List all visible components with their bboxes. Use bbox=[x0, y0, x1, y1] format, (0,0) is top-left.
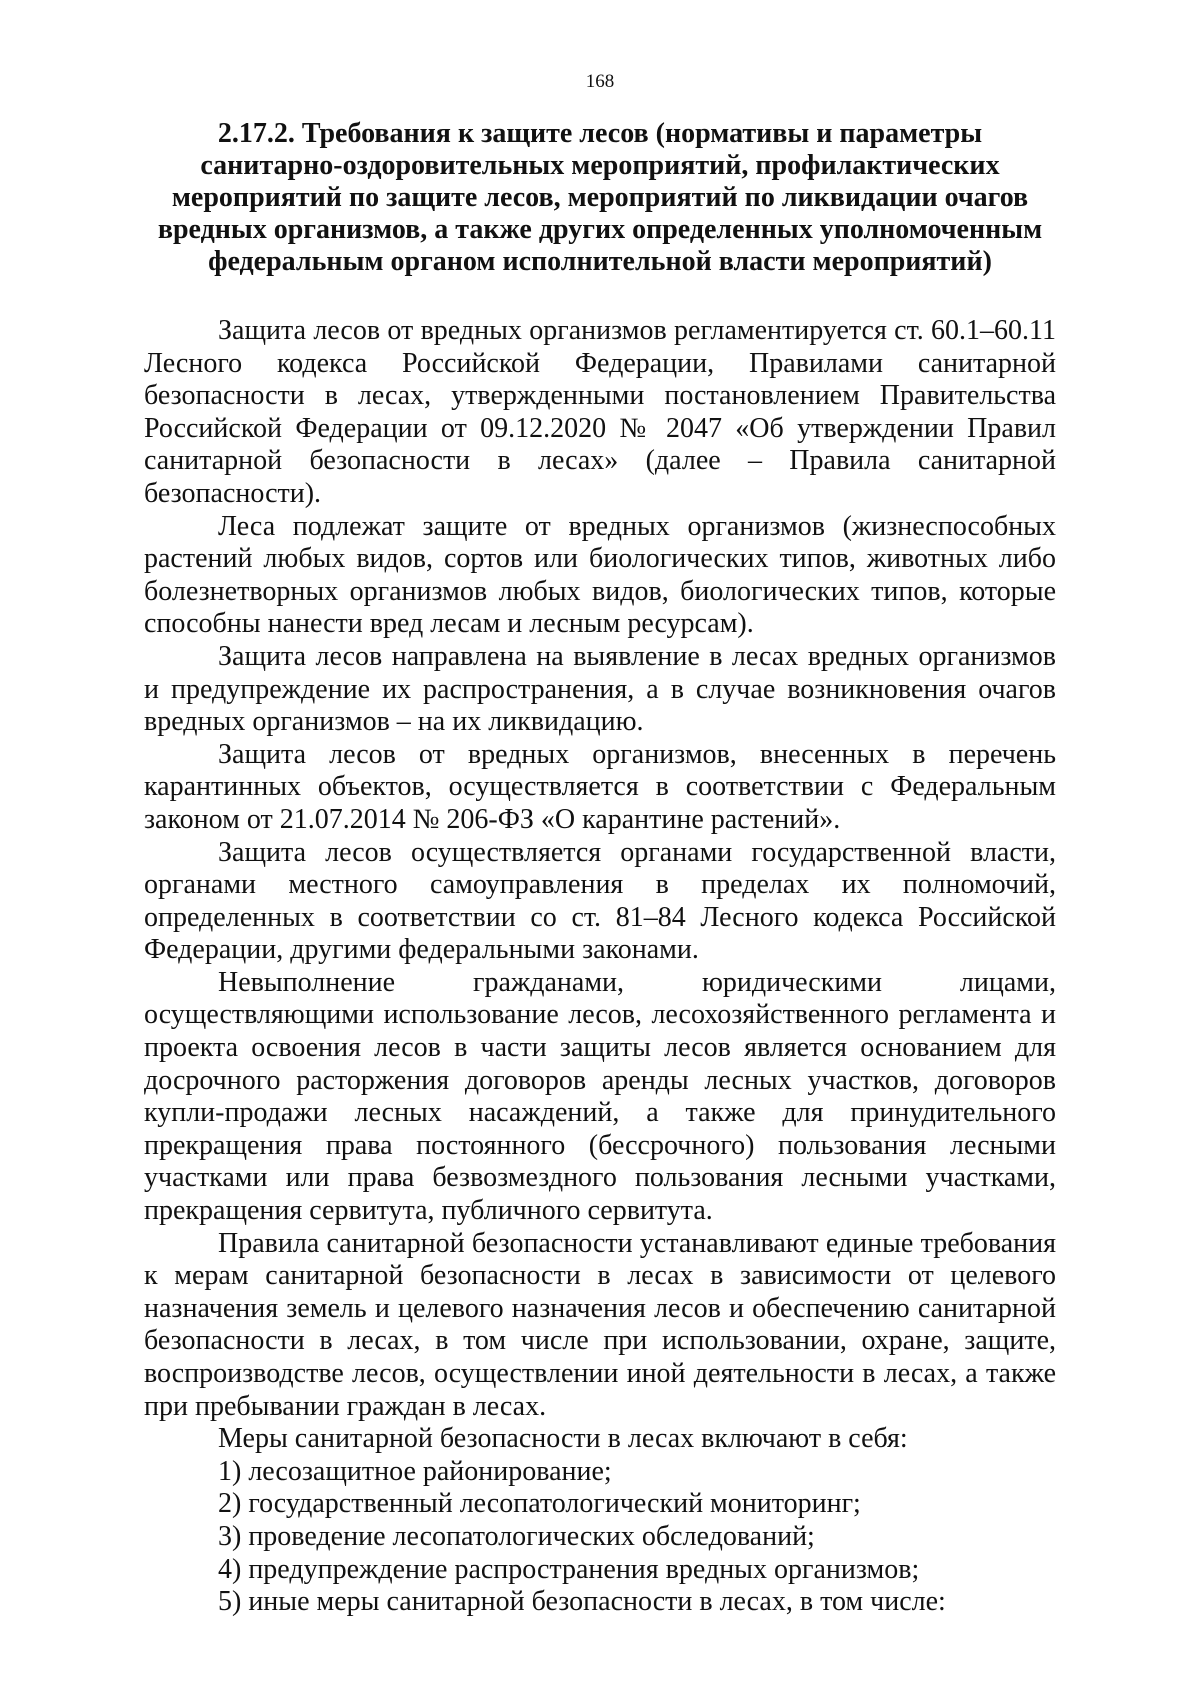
paragraph: Леса подлежат защите от вредных организмов (жизнеспособных растений любых видов, сортов или биологических типов, животных либо болезнетворных организмов любых видов, биологических типов, которые способны нанести вред лесам и лесным ресурсам). bbox=[144, 510, 1056, 640]
list-item: 2) государственный лесопатологический мониторинг; bbox=[218, 1488, 861, 1520]
list-item: 3) проведение лесопатологических обследований; bbox=[218, 1520, 815, 1552]
list-item: 5) иные меры санитарной безопасности в лесах, в том числе: bbox=[218, 1586, 946, 1618]
paragraph: Защита лесов осуществляется органами государственной власти, органами местного самоуправления в пределах их полномочий, определенных в соответствии со ст. 81–84 Лесного кодекса Российской Федерации, другими федеральными законами. bbox=[144, 836, 1056, 966]
paragraph: Защита лесов от вредных организмов, внесенных в перечень карантинных объектов, осуществляется в соответствии с Федеральным законом от 21.07.2014 № 206-ФЗ «О карантине растений». bbox=[144, 738, 1056, 835]
list-intro: Меры санитарной безопасности в лесах включают в себя: bbox=[218, 1423, 908, 1455]
paragraph: Невыполнение гражданами, юридическими лицами, осуществляющими использование лесов, лесохозяйственного регламента и проекта освоения лесов в части защиты лесов является основанием для досрочного расторжения договоров аренды лесных участков, договоров купли-продажи лесных насаждений, а также для принудительного прекращения права постоянного (бессрочного) пользования лесными участками или права безвозмездного пользования лесными участками, прекращения сервитута, публичного сервитута. bbox=[144, 966, 1056, 1227]
list-item: 4) предупреждение распространения вредных организмов; bbox=[218, 1553, 920, 1585]
paragraph: Защита лесов направлена на выявление в лесах вредных организмов и предупреждение их распространения, а в случае возникновения очагов вредных организмов – на их ликвидацию. bbox=[144, 640, 1056, 738]
paragraph: Защита лесов от вредных организмов регламентируется ст. 60.1–60.11 Лесного кодекса Российской Федерации, Правилами санитарной безопасности в лесах, утвержденными постановлением Правительства Российской Федерации от 09.12.2020 № 2047 «Об утверждении Правил санитарной безопасности в лесах» (далее – Правила санитарной безопасности). bbox=[144, 315, 1056, 509]
paragraph: Правила санитарной безопасности устанавливают единые требования к мерам санитарной безопасности в лесах в зависимости от целевого назначения земель и целевого назначения лесов и обеспечению санитарной безопасности в лесах, в том числе при использовании, охране, защите, воспроизводстве лесов, осуществлении иной деятельности в лесах, а также при пребывании граждан в лесах. bbox=[144, 1227, 1056, 1422]
page-number: 168 bbox=[585, 71, 615, 92]
section-heading: 2.17.2. Требования к защите лесов (нормативы и параметры санитарно-оздоровительных мероприятий, профилактических мероприятий по защите лесов, мероприятий по ликвидации очагов вредных организмов, а также других определенных уполномоченным федеральным органом исполнительной власти мероприятий) bbox=[157, 118, 1043, 277]
body-text bbox=[144, 315, 1056, 1619]
list-item: 1) лесозащитное районирование; bbox=[218, 1455, 612, 1487]
